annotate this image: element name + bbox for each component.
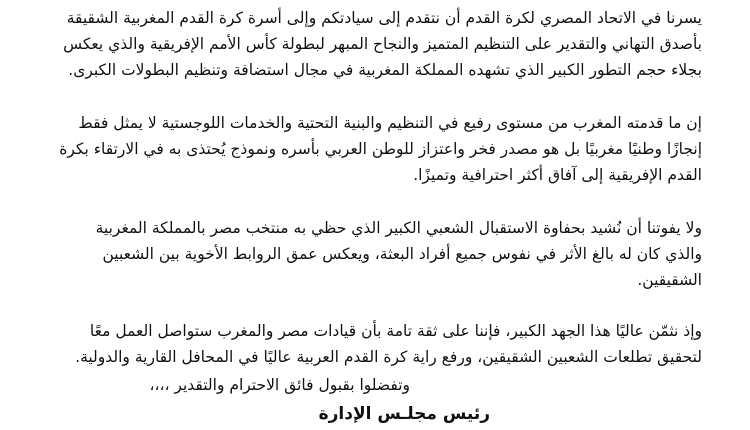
paragraph-line: الشقيقين. [637,271,702,289]
paragraph-line: القدم الإفريقية إلى آفاق أكثر احترافية وتميزًا. [413,166,702,184]
paragraph-line: ولا يفوتنا أن نُشيد بحفاوة الاستقبال الشعبي الكبير الذي حظي به منتخب مصر بالمملكة المغربية [95,219,702,237]
paragraph-line: إنجازًا وطنيًا مغربيًا بل هو مصدر فخر واعتزاز للوطن العربي بأسره ونموذج يُحتذى به في الارتقاء بكرة [59,140,702,158]
signature-title: رئيس مجلـس الإدارة [318,404,490,424]
paragraph-line: يسرنا في الاتحاد المصري لكرة القدم أن نتقدم إلى سيادتكم وإلى أسرة كرة القدم المغربية الشقيقة [66,9,702,27]
paragraph-line: بجلاء حجم التطور الكبير الذي تشهده المملكة المغربية في مجال استضافة وتنظيم البطولات الكبرى. [68,61,702,79]
paragraph-line: والذي كان له بالغ الأثر في نفوس جميع أفراد البعثة، ويعكس عمق الروابط الأخوية بين الشعبين [102,245,702,263]
paragraph-congratulations [32,5,702,83]
paragraph-line: بأصدق التهاني والتقدير على التنظيم المتميز والنجاح المبهر لبطولة كأس الأمم الإفريقية والذي يعكس [63,35,702,53]
paragraph-line: لتحقيق تطلعات الشعبين الشقيقين، ورفع راية كرة القدم العربية عاليًا في المحافل القارية والدولية. [75,348,702,366]
paragraph-line: إن ما قدمته المغرب من مستوى رفيع في التنظيم والبنية التحتية والخدمات اللوجستية لا يمثل فقط [78,114,702,132]
paragraph-organization [32,110,702,188]
paragraph-line: وإذ نثمّن عاليًا هذا الجهد الكبير، فإننا على ثقة تامة بأن قيادات مصر والمغرب ستواصل العمل معًا [89,322,702,340]
closing-line: وتفضلوا بقبول فائق الاحترام والتقدير ،،،، [149,376,410,394]
paragraph-cooperation [32,318,702,370]
paragraph-reception [32,215,702,293]
